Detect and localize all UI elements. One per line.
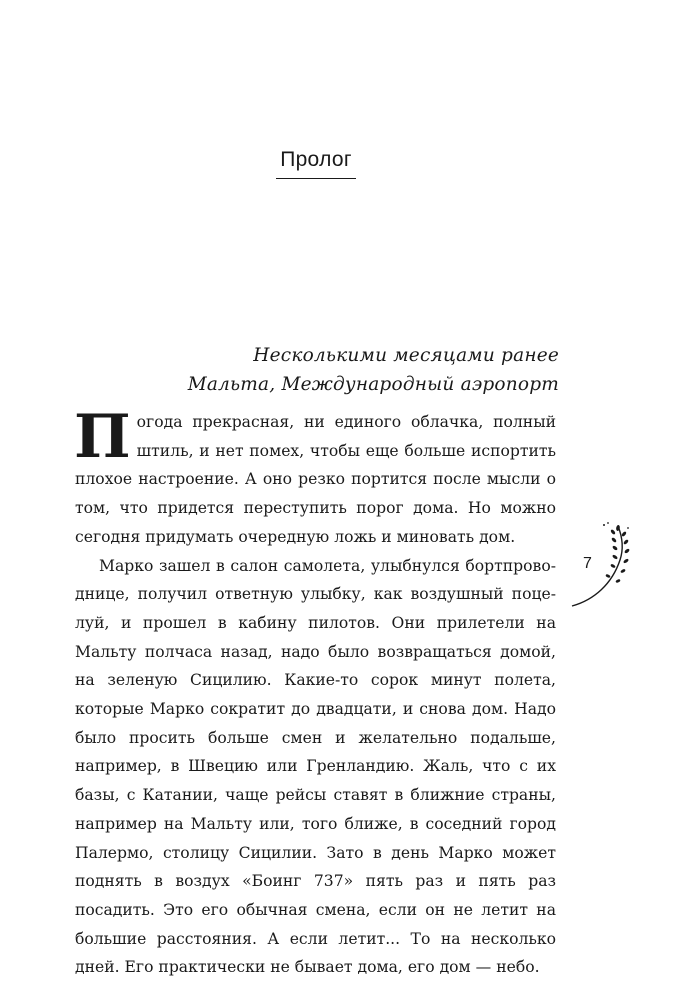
paragraph-1	[74, 402, 556, 552]
body-text	[74, 402, 556, 982]
epigraph	[188, 341, 559, 399]
epigraph-line-time: Несколькими месяцами ранее	[253, 345, 559, 366]
page-number: 7	[583, 555, 592, 572]
leaf-branch-icon	[568, 520, 632, 610]
chapter-title-text: Пролог	[276, 148, 356, 179]
drop-cap: П	[74, 402, 131, 472]
chapter-title	[0, 148, 632, 179]
paragraph-1-text: огода прекрасная, ни единого облачка, полный штиль, и нет помех, чтобы еще больше испортить плохое настроение. А оно резко портится после мысли о том, что придется переступить порог дома. Но можно сегодня придумать очередную ложь и миновать дом.	[75, 413, 556, 546]
epigraph-line-place: Мальта, Международный аэропорт	[187, 374, 559, 395]
paragraph-2: Марко зашел в салон самолета, улыбнулся бортпроводнице, получил ответную улыбку, как воздушный поцелуй, и прошел в кабину пилотов. Они прилетели на Мальту полчаса назад, надо было возвращаться домой, на зеленую Сицилию. Какие-то сорок минут полета, которые Марко сократит до двадцати, и снова дом. Надо было просить больше смен и желательно подальше, например, в Швецию или Гренландию. Жаль, что с их базы, с Катании, чаще рейсы ставят в ближние страны, например на Мальту или, того ближе, в соседний город Палермо, столицу Сицилии. Зато в день Марко может поднять в воздух «Боинг 737» пять раз и пять раз посадить. Это его обычная смена, если он не летит на большие расстояния. А если летит... То на несколько дней. Его практически не бывает дома, его дом — небо.	[75, 556, 556, 977]
